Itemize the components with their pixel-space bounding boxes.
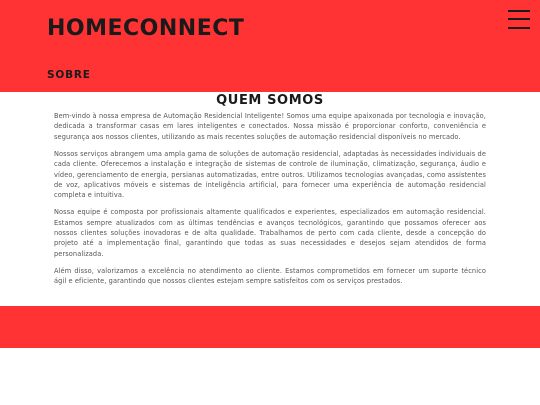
about-paragraph: Nossos serviços abrangem uma ampla gama de soluções de automação residencial, adaptadas às necessidades individuais de cada cliente. Oferecemos a instalação e integração de sistemas de controle de iluminação, climatização, segurança, áudio e vídeo, gerenciamento de energia, persianas automatizadas, entre outros. Utilizamos tecnologias avançadas, como assistentes de voz, aplicativos móveis e sistemas de inteligência artificial, para fornecer uma experiência de automação residencial completa e intuitiva. bbox=[54, 149, 486, 200]
site-header bbox=[0, 0, 540, 92]
nav-link-sobre[interactable]: SOBRE bbox=[47, 69, 91, 81]
site-footer bbox=[0, 306, 540, 348]
menu-bar-middle bbox=[508, 18, 530, 20]
about-paragraph: Bem-vindo à nossa empresa de Automação Residencial Inteligente! Somos uma equipe apaixonada por tecnologia e inovação, dedicada a transformar casas em lares inteligentes e conectados. Nossa missão é proporcionar conforto, conveniência e segurança aos nossos clientes, utilizando as mais recentes soluções de automação residencial disponíveis no mercado. bbox=[54, 112, 486, 141]
about-section bbox=[0, 92, 540, 306]
brand-logo-text[interactable]: HOMECONNECT bbox=[47, 16, 245, 41]
section-title: QUEM SOMOS bbox=[216, 93, 324, 108]
about-paragraph: Além disso, valorizamos a excelência no atendimento ao cliente. Estamos comprometidos em fornecer um suporte técnico ágil e eficiente, garantindo que nossos clientes estejam sempre satisfeitos com os serviços prestados. bbox=[54, 266, 486, 286]
about-content bbox=[54, 111, 486, 293]
hamburger-menu-icon[interactable] bbox=[508, 10, 530, 30]
menu-bar-top bbox=[508, 10, 530, 12]
menu-bar-bottom bbox=[508, 27, 530, 29]
about-paragraph: Nossa equipe é composta por profissionais altamente qualificados e experientes, especializados em automação residencial. Estamos sempre atualizados com as últimas tendências e avanços tecnológicos, garantindo que possamos oferecer aos nossos clientes soluções inovadoras e de alta qualidade. Trabalhamos de perto com cada cliente, desde a concepção do projeto até a implementação final, garantindo que todas as suas necessidades e desejos sejam atendidos de forma personalizada. bbox=[54, 208, 486, 258]
